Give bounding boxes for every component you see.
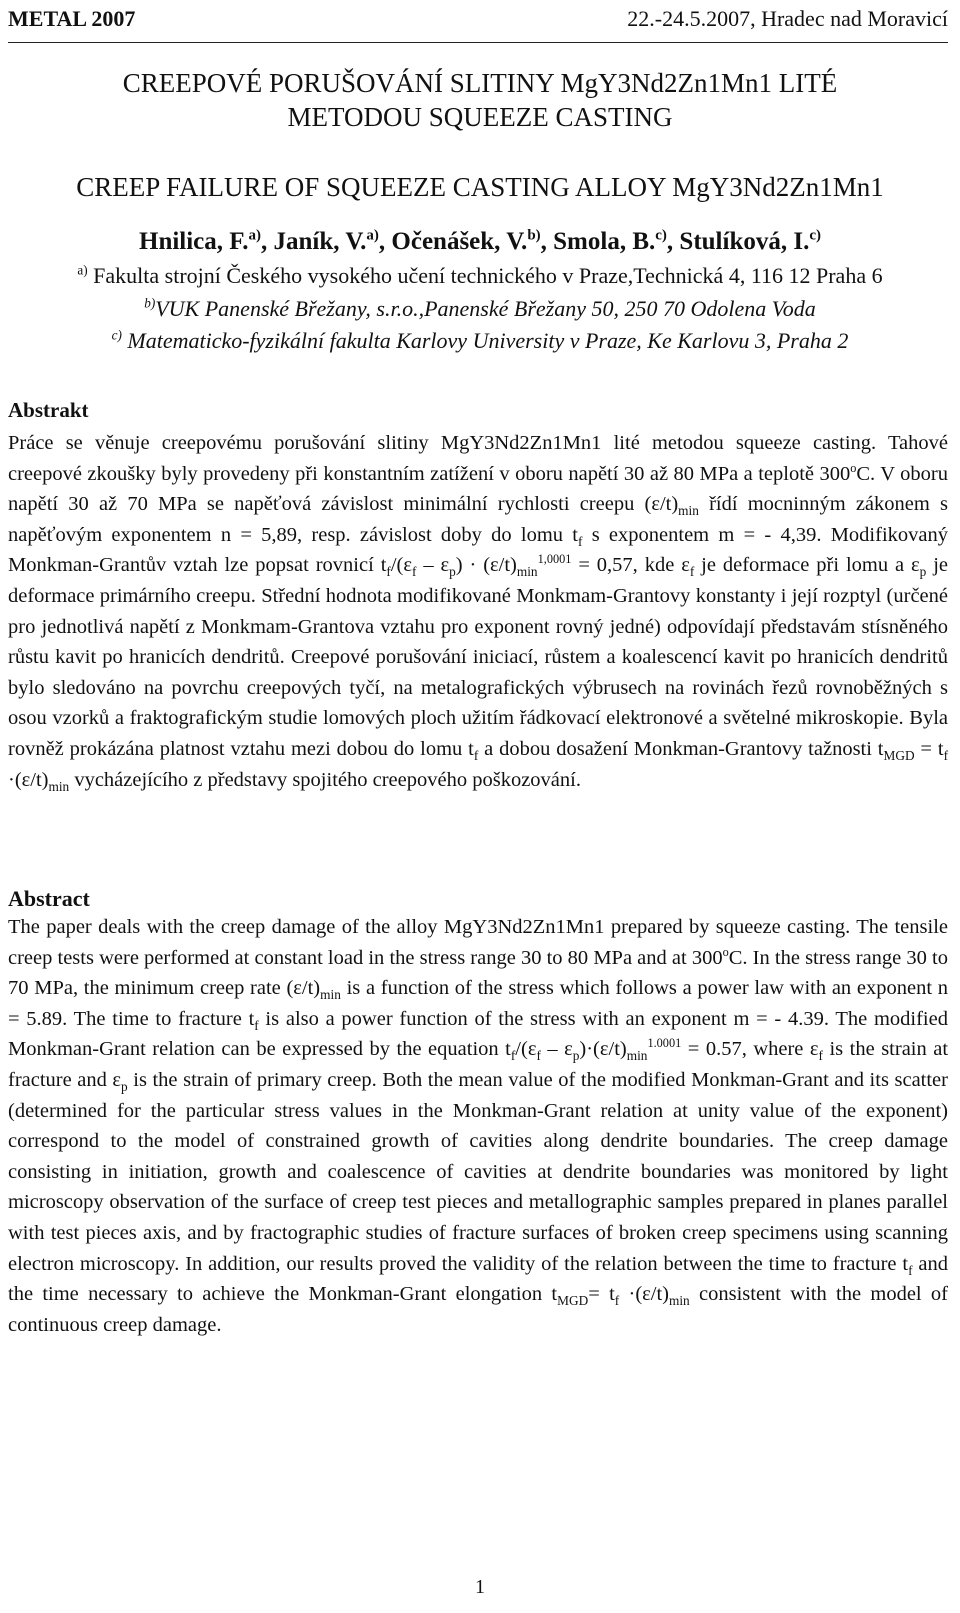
title-english: CREEP FAILURE OF SQUEEZE CASTING ALLOY MgY3Nd2Zn1Mn1 — [76, 172, 884, 202]
page-number: 1 — [475, 1576, 485, 1598]
affiliation-marker: b) — [144, 295, 156, 311]
affiliation-b — [10, 296, 950, 322]
conference-name: METAL 2007 — [8, 6, 136, 31]
abstrakt-heading: Abstrakt — [8, 398, 89, 422]
author-name: Janík, V. — [273, 228, 367, 255]
author-name: Smola, B. — [553, 228, 656, 255]
affiliation-marker: a) — [77, 262, 88, 278]
title-czech: CREEPOVÉ PORUŠOVÁNÍ SLITINY MgY3Nd2Zn1Mn1 LITÉ METODOU SQUEEZE CASTING — [122, 68, 838, 132]
affiliation-marker: b) — [527, 227, 541, 244]
affiliation-c — [10, 328, 950, 354]
author-name: Stulíková, I. — [679, 228, 810, 255]
affiliation-marker: a) — [248, 227, 262, 244]
affiliation-marker: c) — [809, 227, 821, 244]
author-list: Hnilica, F.$^{a)}$, Janík, V.$^{a)}$, Očenášek, V.$^{b)}$, Smola, B.$^{c)}$, Stulíková, I.$^{c)}$ — [139, 227, 821, 255]
affiliation-text: Fakulta strojní Českého vysokého učení technického v Praze,Technická 4, 116 12 Praha 6 — [93, 263, 883, 288]
affiliation-marker: c) — [111, 327, 122, 343]
author-name: Očenášek, V. — [391, 228, 528, 255]
running-header — [8, 6, 948, 43]
affiliation-a — [10, 263, 950, 289]
affiliation-marker: a) — [366, 227, 379, 244]
author-name: Hnilica, F. — [139, 228, 249, 255]
abstrakt-body: Práce se věnuje creepovému porušování slitiny MgY3Nd2Zn1Mn1 lité metodou squeeze casting. Tahové creepové zkoušky byly provedeny při konstantním zatížení v oboru napětí 30 až 80 MPa a teplotě 300$^o$C. V oboru napětí 30 až 70 MPa se napěťová závislost minimální rychlosti creepu $(\varepsilon/t)_{min}$ řídí mocninným zákonem s napěťovým exponentem n = 5,89, resp. závislost doby do lomu $t_f$ s exponentem m = - 4,39. Modifikovaný Monkman-Grantův vztah lze popsat rovnicí $t_f/(\varepsilon_f - \varepsilon_p) \cdot (\varepsilon/t)_{min}^{1,0001} = 0,57$, kde $\varepsilon_f$ je deformace při lomu a $\varepsilon_p$ je deformace primárního creepu. Střední hodnota modifikované Monkmam-Grantovy konstanty i její rozptyl (určené pro jednotlivá napětí z Monkmam-Grantova vztahu pro exponent rovný jedné) odpovídají představám stísněného růstu kavit po hranicích dendritů. Creepové porušování iniciací, růstem a koalescencí kavit po hranicích dendritů bylo sledováno na povrchu creepových tyčí, na metalografických výbrusech na rovinách řezů rovnoběžných s osou vzorků a fraktografickým studie lomových ploch užitím řádkovací elektronové a světelné mikroskopie. Byla rovněž prokázána platnost vztahu mezi dobou do lomu $t_f$ a dobou dosažení Monkman-Grantovy tažnosti $t_{MGD} = t_f \cdot(\varepsilon/t)_{min}$ vycházejícího z představy spojitého creepového poškozování. — [8, 432, 948, 794]
abstract-heading: Abstract — [8, 886, 90, 911]
abstract-body: The paper deals with the creep damage of the alloy MgY3Nd2Zn1Mn1 prepared by squeeze casting. The tensile creep tests were performed at constant load in the stress range 30 to 80 MPa and at 300$^o$C. In the stress range 30 to 70 MPa, the minimum creep rate $(\varepsilon/t)_{min}$ is a function of the stress which follows a power law with an exponent n = 5.89. The time to fracture $t_f$ is also a power function of the stress with an exponent m = - 4.39. The modified Monkman-Grant relation can be expressed by the equation $t_f/(\varepsilon_f - \varepsilon_p)\cdot(\varepsilon/t)_{min}^{1.0001} = 0.57$, where $\varepsilon_f$ is the strain at fracture and $\varepsilon_p$ is the strain of primary creep. Both the mean value of the modified Monkman-Grant and its scatter (determined for the particular stress values in the Monkman-Grant relation at unity value of the exponent) correspond to the model of constrained growth of cavities along dendrite boundaries. The creep damage consisting in initiation, growth and coalescence of cavities at dendrite boundaries was monitored by light microscopy observation of the surface of creep test pieces and metallographic samples prepared in planes parallel with test pieces axis, and by fractographic studies of fracture surfaces of broken creep specimens using scanning electron microscopy. In addition, our results proved the validity of the relation between the time to fracture $t_f$ and the time necessary to achieve the Monkman-Grant elongation $t_{MGD}= t_f \cdot(\varepsilon/t)_{min}$ consistent with the model of continuous creep damage. — [8, 916, 949, 1336]
affiliation-text: Matematicko-fyzikální fakulta Karlovy University v Praze, Ke Karlovu 3, Praha 2 — [127, 328, 849, 353]
conference-dates: 22.-24.5.2007, Hradec nad Moravicí — [627, 6, 948, 31]
affiliation-text: VUK Panenské Břežany, s.r.o.,Panenské Břežany 50, 250 70 Odolena Voda — [155, 296, 816, 321]
affiliation-marker: c) — [655, 227, 667, 244]
